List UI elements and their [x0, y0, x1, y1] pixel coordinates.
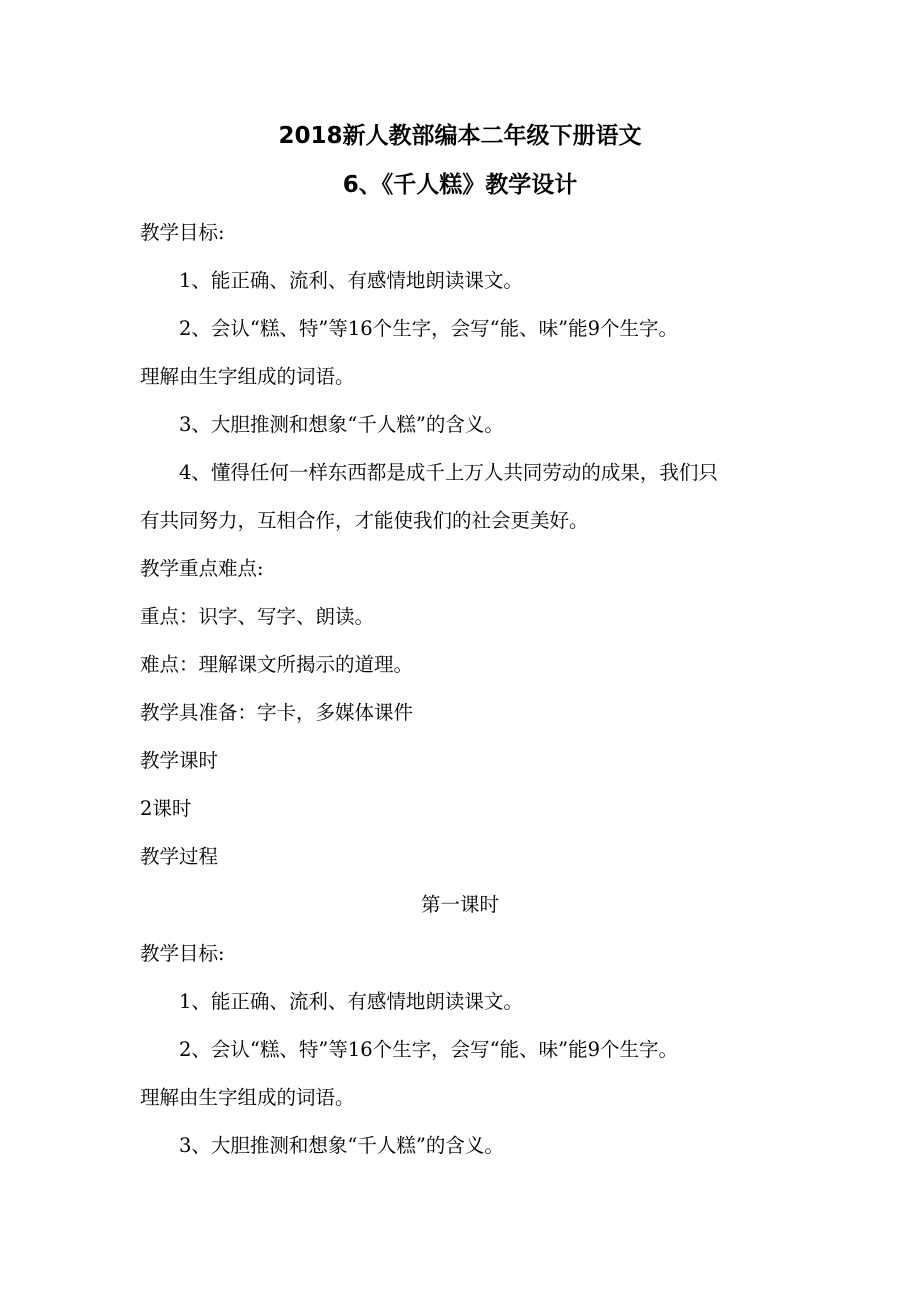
document-subtitle: 6、《千人糕》教学设计	[342, 172, 578, 198]
goal-2-line-1: 2、会认“糕、特”等16个生字，会写“能、味”能9个生字。	[179, 317, 679, 340]
first-period-heading: 第一课时	[420, 893, 499, 916]
period-1-goals-heading: 教学目标:	[140, 942, 225, 965]
goal-1: 1、能正确、流利、有感情地朗读课文。	[179, 269, 523, 292]
periods-value: 2课时	[140, 797, 192, 820]
document-title: 2018新人教部编本二年级下册语文	[278, 123, 642, 149]
key-points-heading: 教学重点难点:	[140, 557, 264, 580]
goal-2-line-2: 理解由生字组成的词语。	[140, 365, 355, 388]
process-heading: 教学过程	[140, 845, 219, 868]
difficulty: 难点：理解课文所揭示的道理。	[140, 653, 414, 676]
period-1-goal-3: 3、大胆推测和想象“千人糕”的含义。	[179, 1134, 504, 1157]
period-1-goal-2-line-1: 2、会认“糕、特”等16个生字，会写“能、味”能9个生字。	[179, 1038, 679, 1061]
key-point: 重点：识字、写字、朗读。	[140, 605, 375, 628]
goal-4-line-2: 有共同努力，互相合作，才能使我们的社会更美好。	[140, 509, 589, 532]
goals-heading: 教学目标:	[140, 221, 225, 244]
period-1-goal-1: 1、能正确、流利、有感情地朗读课文。	[179, 990, 523, 1013]
periods-heading: 教学课时	[140, 749, 219, 772]
period-1-goal-2-line-2: 理解由生字组成的词语。	[140, 1086, 355, 1109]
goal-3: 3、大胆推测和想象“千人糕”的含义。	[179, 413, 504, 436]
goal-4-line-1: 4、懂得任何一样东西都是成千上万人共同劳动的成果，我们只	[179, 461, 718, 484]
preparation: 教学具准备：字卡，多媒体课件	[140, 701, 414, 724]
